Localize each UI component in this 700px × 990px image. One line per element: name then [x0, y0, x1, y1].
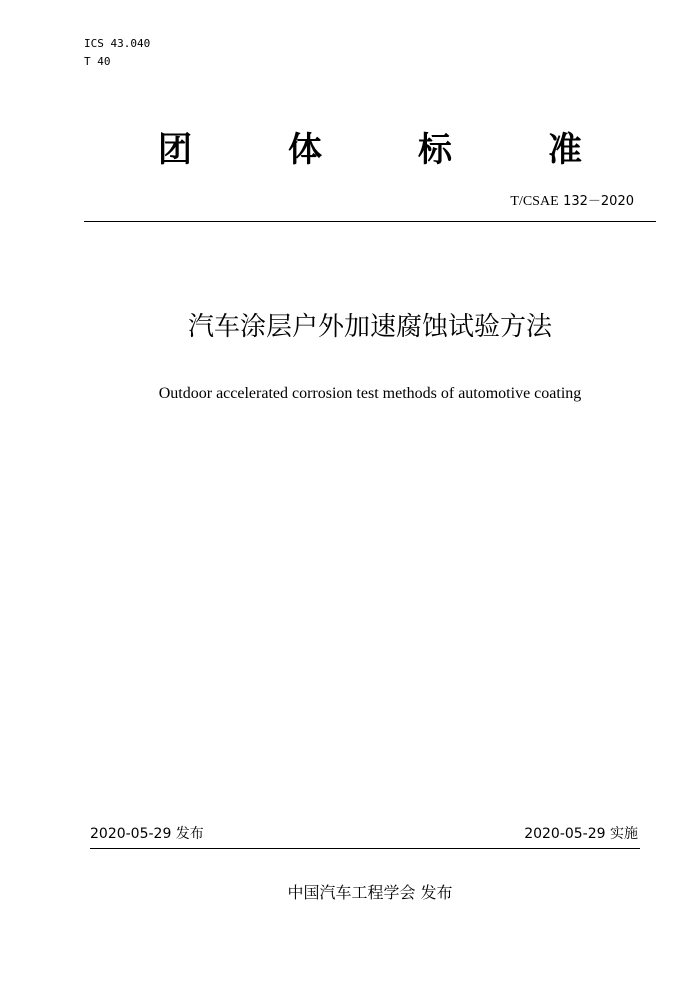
heading-char: 标 — [418, 130, 452, 170]
top-divider — [84, 221, 656, 222]
bottom-divider — [90, 848, 640, 849]
standard-code: 132－2020 — [563, 194, 634, 209]
publisher: 中国汽车工程学会 发布 — [287, 883, 453, 902]
heading-char: 准 — [548, 130, 582, 170]
ics-code: ICS 43.040 — [84, 37, 151, 50]
implementation-date: 2020-05-29 实施 — [524, 826, 638, 842]
document-type-heading — [158, 128, 582, 172]
classification-code: T 40 — [84, 55, 111, 68]
standard-prefix: T/CSAE — [510, 194, 559, 209]
heading-char: 团 — [158, 130, 192, 170]
heading-char: 体 — [288, 130, 322, 170]
issue-date: 2020-05-29 发布 — [90, 826, 204, 842]
standard-number — [510, 192, 634, 211]
title-english: Outdoor accelerated corrosion test methods of automotive coating — [158, 385, 582, 402]
title-chinese: 汽车涂层户外加速腐蚀试验方法 — [187, 312, 552, 342]
